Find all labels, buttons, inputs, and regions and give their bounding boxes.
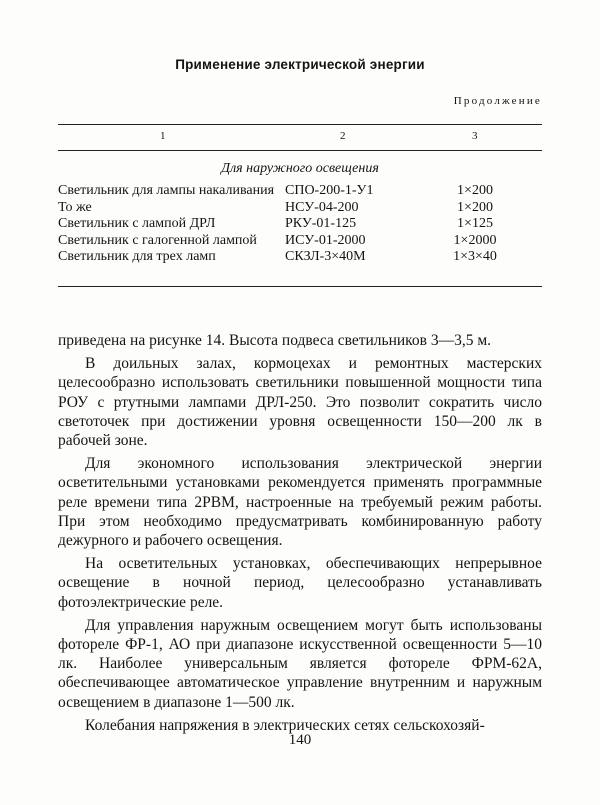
table-row [58, 200, 542, 217]
fixture-quantity: 1×3×40 [453, 249, 497, 264]
fixture-type: ИСУ-01-2000 [285, 232, 366, 248]
fixture-name: Светильник для лампы накаливания [58, 183, 275, 198]
table-header-rule [58, 150, 542, 151]
continued-label: Продолжение [453, 95, 542, 107]
page-number: 140 [288, 732, 312, 748]
table-row [58, 216, 542, 233]
paragraph: Для управления наружным освещением могут быть использованы фотореле ФР-1, АО при диапазоне искусственной освещенности 5—10 лк. Наиболее универсальным является фотореле ФРМ-62А, обеспечивающее автоматическое управление внутренним и наружным освещением в диапазоне 1—500 лк. [58, 616, 542, 711]
table-bottom-rule [58, 286, 542, 287]
fixture-quantity: 1×2000 [453, 232, 497, 248]
body-text [58, 331, 542, 739]
table-row [58, 183, 542, 200]
column-number-1: 1 [160, 130, 166, 142]
fixture-type: НСУ-04-200 [285, 199, 359, 215]
table-top-rule [58, 124, 542, 125]
fixture-name: То же [58, 199, 92, 215]
column-number-2: 2 [340, 130, 346, 142]
fixture-type: РКУ-01-125 [285, 216, 357, 231]
paragraph: Для экономного использования электрической энергии осветительными установками рекомендуется применять программные реле времени типа 2РВМ, настроенные на требуемый режим работы. При этом необходимо предусматривать комбинированную работу дежурного и рабочего освещения. [58, 455, 542, 550]
paragraph: приведена на рисунке 14. Высота подвеса светильников 3—3,5 м. [58, 332, 492, 349]
fixture-quantity: 1×200 [457, 183, 493, 198]
table-section-title: Для наружного освещения [221, 161, 379, 176]
table-row [58, 249, 542, 266]
paragraph: На осветительных установках, обеспечивающих непрерывное освещение в ночной период, целесообразно устанавливать фотоэлектрические реле. [58, 555, 542, 611]
running-title: Применение электрической энергии [175, 57, 425, 72]
paragraph: В доильных залах, кормоцехах и ремонтных мастерских целесообразно использовать светильники повышенной мощности типа РОУ с ртутными лампами ДРЛ-250. Это позволит сократить число светоточек при достижении уровня освещенности 150—200 лк в рабочей зоне. [58, 355, 542, 450]
table-row [58, 233, 542, 250]
fixture-name: Светильник с галогенной лампой [58, 232, 257, 248]
fixture-name: Светильник для трех ламп [58, 249, 216, 264]
fixture-table [58, 183, 542, 266]
fixture-quantity: 1×200 [457, 199, 493, 215]
fixture-name: Светильник с лампой ДРЛ [58, 216, 216, 231]
column-number-3: 3 [472, 130, 478, 142]
fixture-type: СКЗЛ-3×40М [285, 249, 366, 264]
fixture-quantity: 1×125 [457, 216, 493, 231]
fixture-type: СПО-200-1-У1 [285, 183, 374, 198]
paragraph: Колебания напряжения в электрических сетях сельскохозяй- [85, 716, 485, 734]
